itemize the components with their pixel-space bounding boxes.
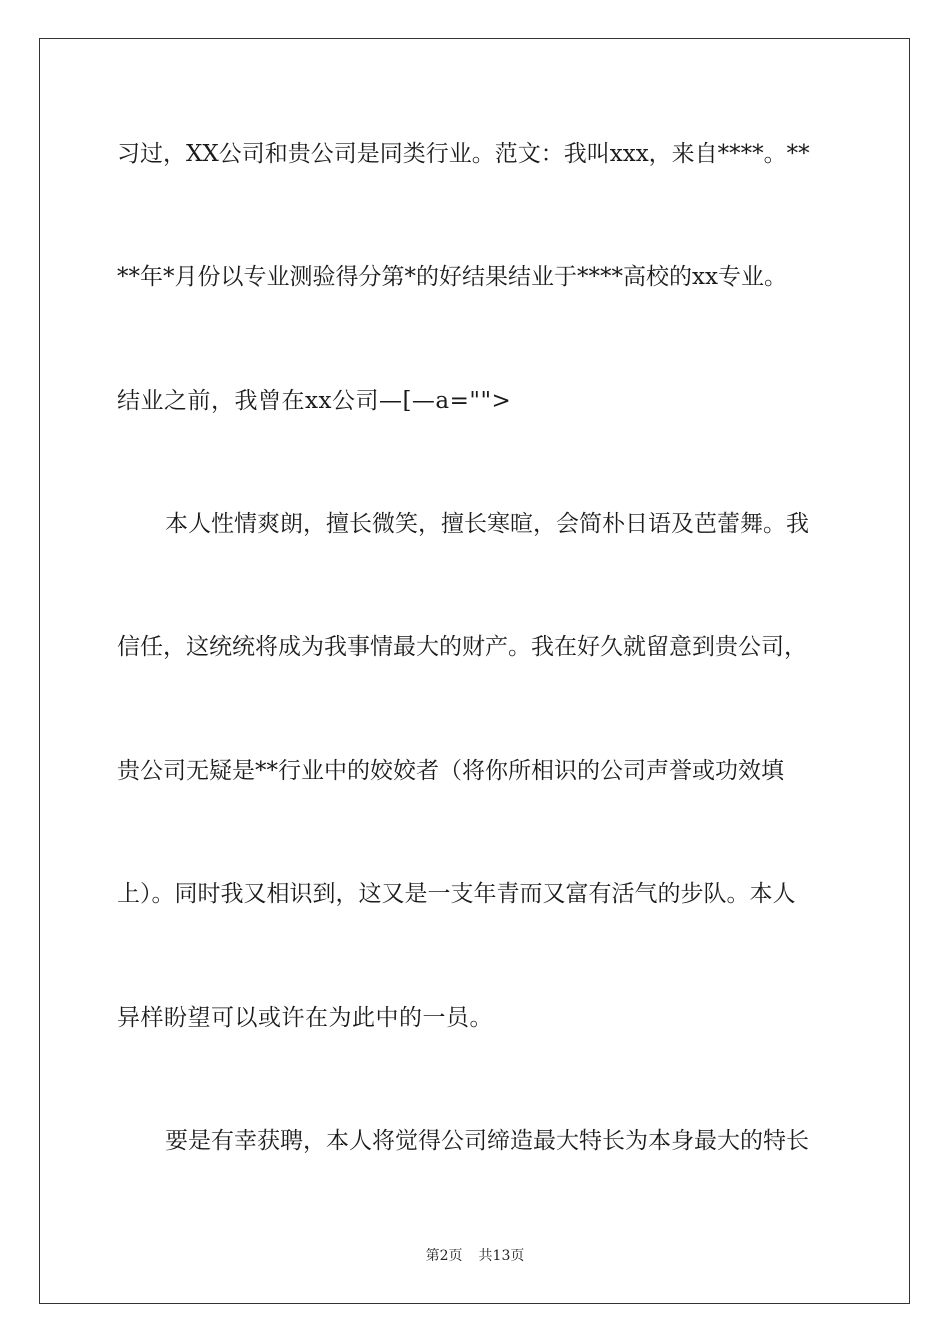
body-text-line: 结业之前，我曾在xx公司—[—a=""> <box>117 388 512 414</box>
page-number: 第2页 <box>425 1248 463 1264</box>
body-text-line: 贵公司无疑是**行业中的姣姣者（将你所相识的公司声誉或功效填 <box>117 758 784 784</box>
body-text-line: **年*月份以专业测验得分第*的好结果结业于****高校的xx专业。 <box>117 264 787 290</box>
body-text-line: 异样盼望可以或许在为此中的一员。 <box>117 1005 493 1031</box>
body-text-line: 信任，这统统将成为我事情最大的财产。我在好久就留意到贵公司， <box>117 634 807 660</box>
body-text-line: 习过，XX公司和贵公司是同类行业。范文：我叫xxx，来自****。** <box>117 141 810 167</box>
page-border <box>39 38 910 1304</box>
paragraph-start-line: 要是有幸获聘，本人将觉得公司缔造最大特长为本身最大的特长 <box>165 1128 809 1154</box>
paragraph-start-line: 本人性情爽朗，擅长微笑，擅长寒暄，会简朴日语及芭蕾舞。我 <box>165 511 809 537</box>
page-total: 共13页 <box>478 1248 525 1264</box>
body-text-line: 上）。同时我又相识到，这又是一支年青而又富有活气的步队。本人 <box>117 881 796 907</box>
page-footer <box>0 1246 950 1266</box>
